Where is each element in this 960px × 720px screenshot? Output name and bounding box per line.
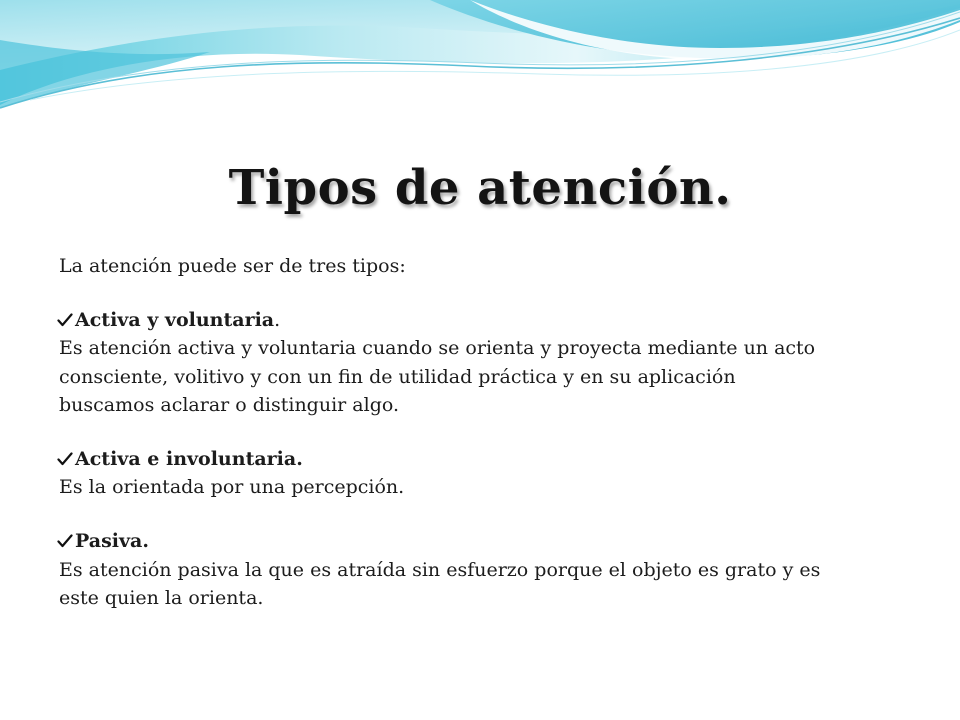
slide-title: Tipos de atención.	[228, 160, 732, 216]
item-heading: Activa e involuntaria.	[75, 448, 303, 471]
checkmark-icon	[57, 312, 74, 328]
item-description-line: Es atención activa y voluntaria cuando se orienta y proyecta mediante un acto	[59, 337, 816, 360]
slide-content	[59, 252, 919, 612]
item-description-line: buscamos aclarar o distinguir algo.	[59, 393, 399, 416]
item-description-line: Es la orientada por una percepción.	[59, 476, 405, 499]
intro-text: La atención puede ser de tres tipos:	[59, 255, 406, 277]
item-description-line: este quien la orienta.	[59, 586, 264, 609]
list-item-activa-voluntaria	[59, 306, 919, 334]
spacer	[59, 501, 919, 527]
header-wave-decoration	[0, 0, 960, 150]
item-heading-suffix: .	[274, 309, 281, 332]
list-item-activa-involuntaria	[59, 445, 919, 473]
spacer	[59, 419, 919, 445]
item-heading: Activa y voluntaria	[75, 309, 275, 332]
item-heading: Pasiva.	[75, 530, 149, 553]
checkmark-icon	[57, 533, 74, 549]
list-item-pasiva	[59, 527, 919, 555]
checkmark-icon	[57, 451, 74, 467]
spacer	[59, 280, 919, 306]
item-description-line: Es atención pasiva la que es atraída sin esfuerzo porque el objeto es grato y es	[59, 558, 821, 581]
item-description-line: consciente, volitivo y con un fin de utilidad práctica y en su aplicación	[59, 365, 736, 388]
